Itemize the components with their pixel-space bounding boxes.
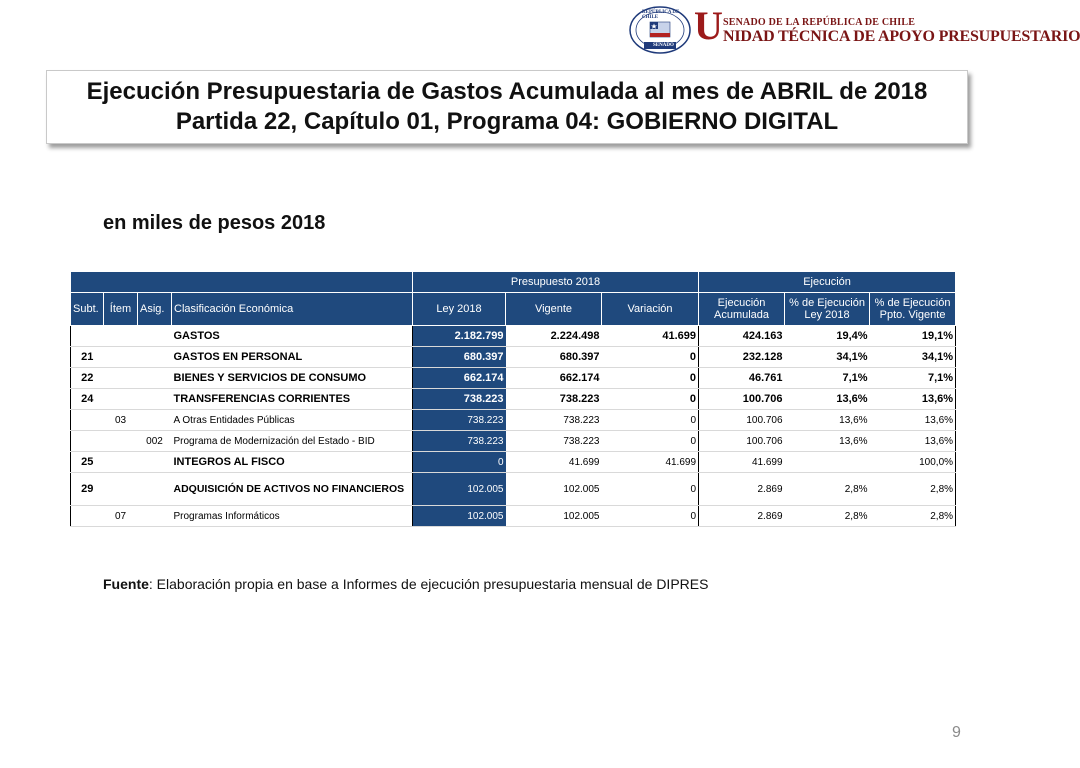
col-header-ejec-acum — [699, 293, 785, 326]
source-label: Fuente — [103, 576, 149, 592]
col-header-pct-ley-line1: % de Ejecución — [789, 297, 865, 309]
table-group-header-row — [71, 272, 956, 293]
cell-ejec: 100.706 — [699, 389, 785, 410]
cell-variacion: 0 — [602, 410, 699, 431]
cell-asig: 002 — [138, 431, 172, 452]
logo-line-2: NIDAD TÉCNICA DE APOYO PRESUPUESTARIO — [723, 28, 1080, 45]
cell-clasif: ADQUISICIÓN DE ACTIVOS NO FINANCIEROS — [172, 473, 413, 506]
cell-ejec: 232.128 — [699, 347, 785, 368]
cell-pct-vig: 7,1% — [870, 368, 956, 389]
cell-subt — [71, 431, 104, 452]
cell-asig — [138, 326, 172, 347]
cell-clasif: GASTOS — [172, 326, 413, 347]
cell-vigente: 102.005 — [506, 506, 602, 527]
cell-ejec: 46.761 — [699, 368, 785, 389]
cell-ejec: 2.869 — [699, 506, 785, 527]
cell-pct-ley: 13,6% — [785, 410, 870, 431]
cell-variacion: 0 — [602, 473, 699, 506]
cell-vigente: 738.223 — [506, 389, 602, 410]
seal-bottom-text: SENADO — [653, 43, 674, 48]
cell-clasif: A Otras Entidades Públicas — [172, 410, 413, 431]
cell-vigente: 662.174 — [506, 368, 602, 389]
cell-variacion: 0 — [602, 347, 699, 368]
cell-pct-ley: 7,1% — [785, 368, 870, 389]
cell-item — [104, 347, 138, 368]
cell-variacion: 0 — [602, 389, 699, 410]
cell-subt — [71, 410, 104, 431]
table-row — [71, 326, 956, 347]
col-header-clasif: Clasificación Económica — [172, 293, 413, 326]
table-row — [71, 506, 956, 527]
budget-table — [70, 271, 956, 527]
cell-ley: 102.005 — [413, 506, 506, 527]
table-row — [71, 368, 956, 389]
page-title-line-2: Partida 22, Capítulo 01, Programa 04: GOBIERNO DIGITAL — [175, 108, 839, 135]
cell-subt — [71, 326, 104, 347]
cell-vigente: 738.223 — [506, 431, 602, 452]
cell-vigente: 102.005 — [506, 473, 602, 506]
senado-seal-icon — [628, 6, 692, 54]
cell-pct-vig: 100,0% — [870, 452, 956, 473]
cell-ejec: 424.163 — [699, 326, 785, 347]
col-header-pct-vig-line2: Ppto. Vigente — [879, 309, 946, 321]
cell-pct-vig: 34,1% — [870, 347, 956, 368]
units-subtitle: en miles de pesos 2018 — [103, 212, 326, 234]
table-row — [71, 410, 956, 431]
cell-pct-ley: 2,8% — [785, 506, 870, 527]
cell-subt: 24 — [71, 389, 104, 410]
table-row — [71, 473, 956, 506]
cell-asig — [138, 410, 172, 431]
table-row — [71, 389, 956, 410]
cell-pct-vig: 13,6% — [870, 389, 956, 410]
cell-subt: 25 — [71, 452, 104, 473]
cell-item — [104, 326, 138, 347]
cell-vigente: 680.397 — [506, 347, 602, 368]
col-header-item: Ítem — [104, 293, 138, 326]
cell-asig — [138, 452, 172, 473]
cell-ley: 662.174 — [413, 368, 506, 389]
cell-pct-vig: 2,8% — [870, 506, 956, 527]
title-box — [46, 70, 968, 144]
logo-line-1: SENADO DE LA REPÚBLICA DE CHILE — [723, 17, 916, 28]
cell-ley: 680.397 — [413, 347, 506, 368]
cell-ejec: 100.706 — [699, 410, 785, 431]
cell-pct-ley: 13,6% — [785, 389, 870, 410]
cell-variacion: 0 — [602, 506, 699, 527]
col-header-ejec-acum-line1: Ejecución — [717, 297, 766, 309]
cell-item — [104, 431, 138, 452]
cell-pct-ley: 13,6% — [785, 431, 870, 452]
page-title-line-1: Ejecución Presupuestaria de Gastos Acumulada al mes de ABRIL de 2018 — [86, 78, 928, 105]
group-header-blank — [71, 272, 413, 293]
cell-ley: 738.223 — [413, 410, 506, 431]
cell-ejec: 100.706 — [699, 431, 785, 452]
cell-variacion: 41.699 — [602, 326, 699, 347]
cell-clasif: Programas Informáticos — [172, 506, 413, 527]
col-header-pct-vig — [870, 293, 956, 326]
cell-pct-vig: 13,6% — [870, 410, 956, 431]
cell-vigente: 41.699 — [506, 452, 602, 473]
cell-clasif: GASTOS EN PERSONAL — [172, 347, 413, 368]
group-header-ejecucion: Ejecución — [699, 272, 956, 293]
cell-pct-vig: 2,8% — [870, 473, 956, 506]
cell-pct-ley: 34,1% — [785, 347, 870, 368]
table-row — [71, 452, 956, 473]
cell-subt — [71, 506, 104, 527]
cell-ley: 102.005 — [413, 473, 506, 506]
cell-asig — [138, 506, 172, 527]
cell-ley: 738.223 — [413, 431, 506, 452]
cell-subt: 21 — [71, 347, 104, 368]
cell-item: 07 — [104, 506, 138, 527]
col-header-vigente: Vigente — [506, 293, 602, 326]
cell-variacion: 0 — [602, 431, 699, 452]
page-number: 9 — [952, 724, 961, 741]
col-header-variacion: Variación — [602, 293, 699, 326]
cell-item — [104, 452, 138, 473]
cell-vigente: 738.223 — [506, 410, 602, 431]
cell-clasif: BIENES Y SERVICIOS DE CONSUMO — [172, 368, 413, 389]
cell-asig — [138, 389, 172, 410]
source-text: : Elaboración propia en base a Informes de ejecución presupuestaria mensual de DIPRES — [148, 576, 709, 592]
col-header-ejec-acum-line2: Acumulada — [714, 309, 770, 321]
cell-item — [104, 368, 138, 389]
cell-pct-ley: 19,4% — [785, 326, 870, 347]
cell-ley: 2.182.799 — [413, 326, 506, 347]
cell-item — [104, 389, 138, 410]
col-header-pct-vig-line1: % de Ejecución — [874, 297, 951, 309]
source-note — [103, 576, 708, 592]
cell-pct-vig: 13,6% — [870, 431, 956, 452]
cell-vigente: 2.224.498 — [506, 326, 602, 347]
cell-pct-vig: 19,1% — [870, 326, 956, 347]
cell-clasif: INTEGROS AL FISCO — [172, 452, 413, 473]
cell-item: 03 — [104, 410, 138, 431]
seal-text: REPÚBLICA DE CHILE — [642, 10, 680, 20]
cell-ejec: 41.699 — [699, 452, 785, 473]
cell-clasif: Programa de Modernización del Estado - BID — [172, 431, 413, 452]
cell-ley: 0 — [413, 452, 506, 473]
col-header-ley: Ley 2018 — [413, 293, 506, 326]
cell-asig — [138, 473, 172, 506]
cell-asig — [138, 368, 172, 389]
cell-ley: 738.223 — [413, 389, 506, 410]
cell-variacion: 0 — [602, 368, 699, 389]
cell-asig — [138, 347, 172, 368]
group-header-presupuesto: Presupuesto 2018 — [413, 272, 699, 293]
logo-initial: U — [694, 3, 723, 48]
cell-subt: 29 — [71, 473, 104, 506]
cell-ejec: 2.869 — [699, 473, 785, 506]
table-row — [71, 431, 956, 452]
col-header-pct-ley-line2: Ley 2018 — [804, 309, 850, 321]
cell-variacion: 41.699 — [602, 452, 699, 473]
table-row — [71, 347, 956, 368]
cell-subt: 22 — [71, 368, 104, 389]
cell-item — [104, 473, 138, 506]
col-header-asig: Asig. — [138, 293, 172, 326]
senado-logo — [628, 3, 1080, 56]
table-header-row — [71, 293, 956, 326]
cell-pct-ley — [785, 452, 870, 473]
cell-clasif: TRANSFERENCIAS CORRIENTES — [172, 389, 413, 410]
cell-pct-ley: 2,8% — [785, 473, 870, 506]
col-header-subt: Subt. — [71, 293, 104, 326]
col-header-pct-ley — [785, 293, 870, 326]
